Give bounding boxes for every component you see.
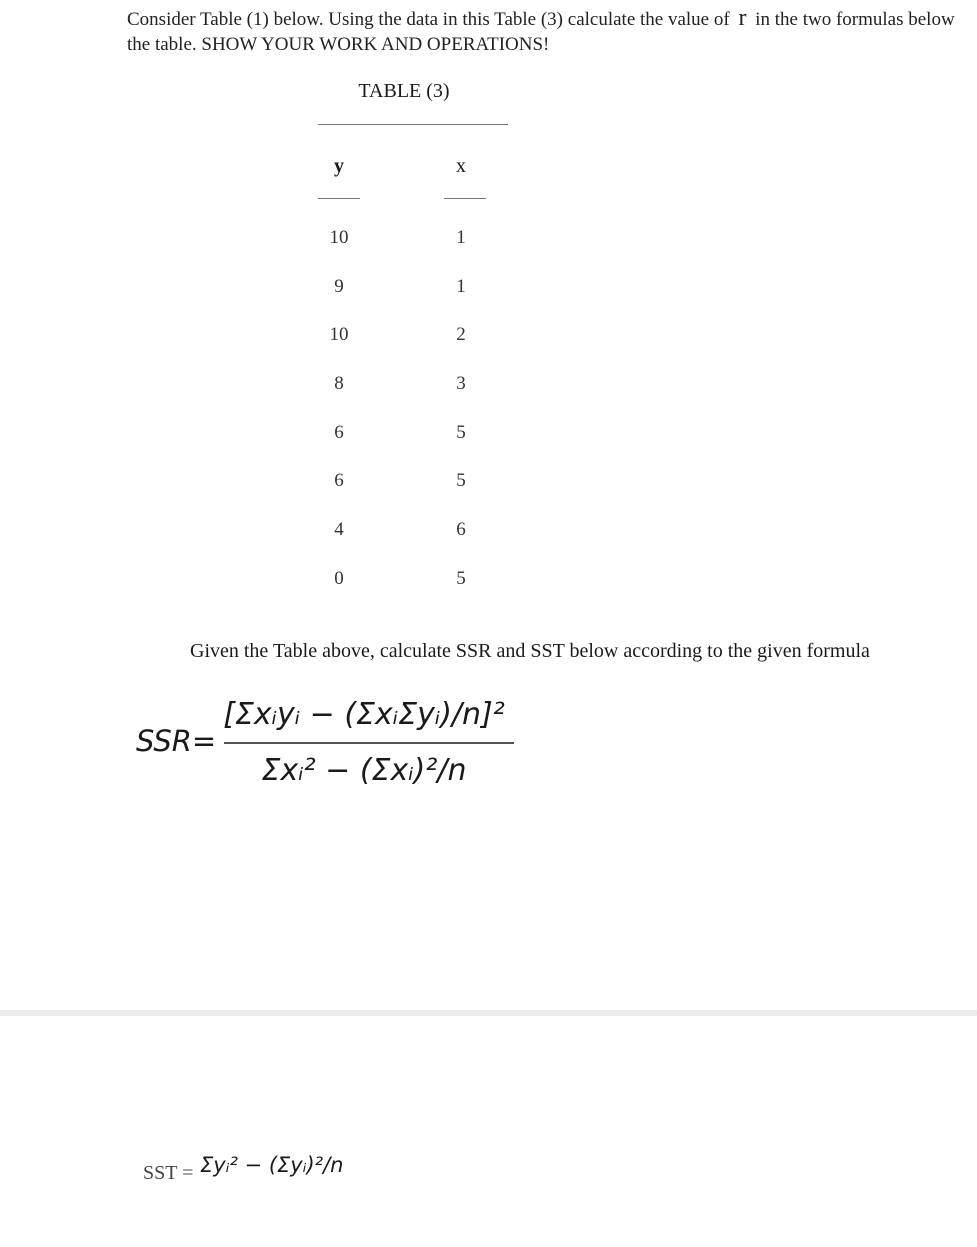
table-row [318,470,498,494]
cell-y: 8 [334,373,344,394]
table-title: TABLE (3) [358,80,450,102]
cell-y: 10 [329,324,349,345]
table-row [318,227,498,251]
instruction-text: Given the Table above, calculate SSR and SST below according to the given formula [190,640,870,662]
ssr-formula [218,688,518,798]
cell-x: 5 [456,422,466,443]
cell-x: 1 [456,276,466,297]
sst-expression: Σyᵢ² − (Σyᵢ)²/n [200,1153,344,1177]
problem-statement [127,6,957,57]
ssr-numerator: [Σxᵢyᵢ − (ΣxᵢΣyᵢ)/n]² [223,697,505,732]
column-rule-y [318,198,360,199]
cell-y: 6 [334,422,344,443]
table-row [318,568,498,592]
table-row [318,422,498,446]
intro-text-before: Consider Table (1) below. Using the data in this Table (3) calculate the value of [127,9,730,30]
cell-y: 4 [334,519,344,540]
cell-y: 0 [334,568,344,589]
ssr-label: SSR= [136,724,217,758]
cell-y: 10 [329,227,349,248]
sst-label: SST = [143,1162,194,1184]
cell-x: 1 [456,227,466,248]
column-header-x: x [456,155,466,177]
cell-y: 9 [334,276,344,297]
cell-x: 2 [456,324,466,345]
cell-x: 6 [456,519,466,540]
column-header-y: y [334,155,344,177]
sst-formula [198,1144,358,1184]
section-divider [0,1010,977,1016]
cell-y: 6 [334,470,344,491]
cell-x: 5 [456,568,466,589]
cell-x: 3 [456,373,466,394]
column-rule-x [444,198,486,199]
table-row [318,324,498,348]
variable-r: r [738,5,747,31]
table-row [318,276,498,300]
ssr-denominator: Σxᵢ² − (Σxᵢ)²/n [261,753,467,788]
table-row [318,373,498,397]
table-title-rule [318,124,508,125]
cell-x: 5 [456,470,466,491]
intro-text-after: in the two formulas below the table. SHOW YOUR WORK AND OPERATIONS! [127,9,955,55]
table-row [318,519,498,543]
